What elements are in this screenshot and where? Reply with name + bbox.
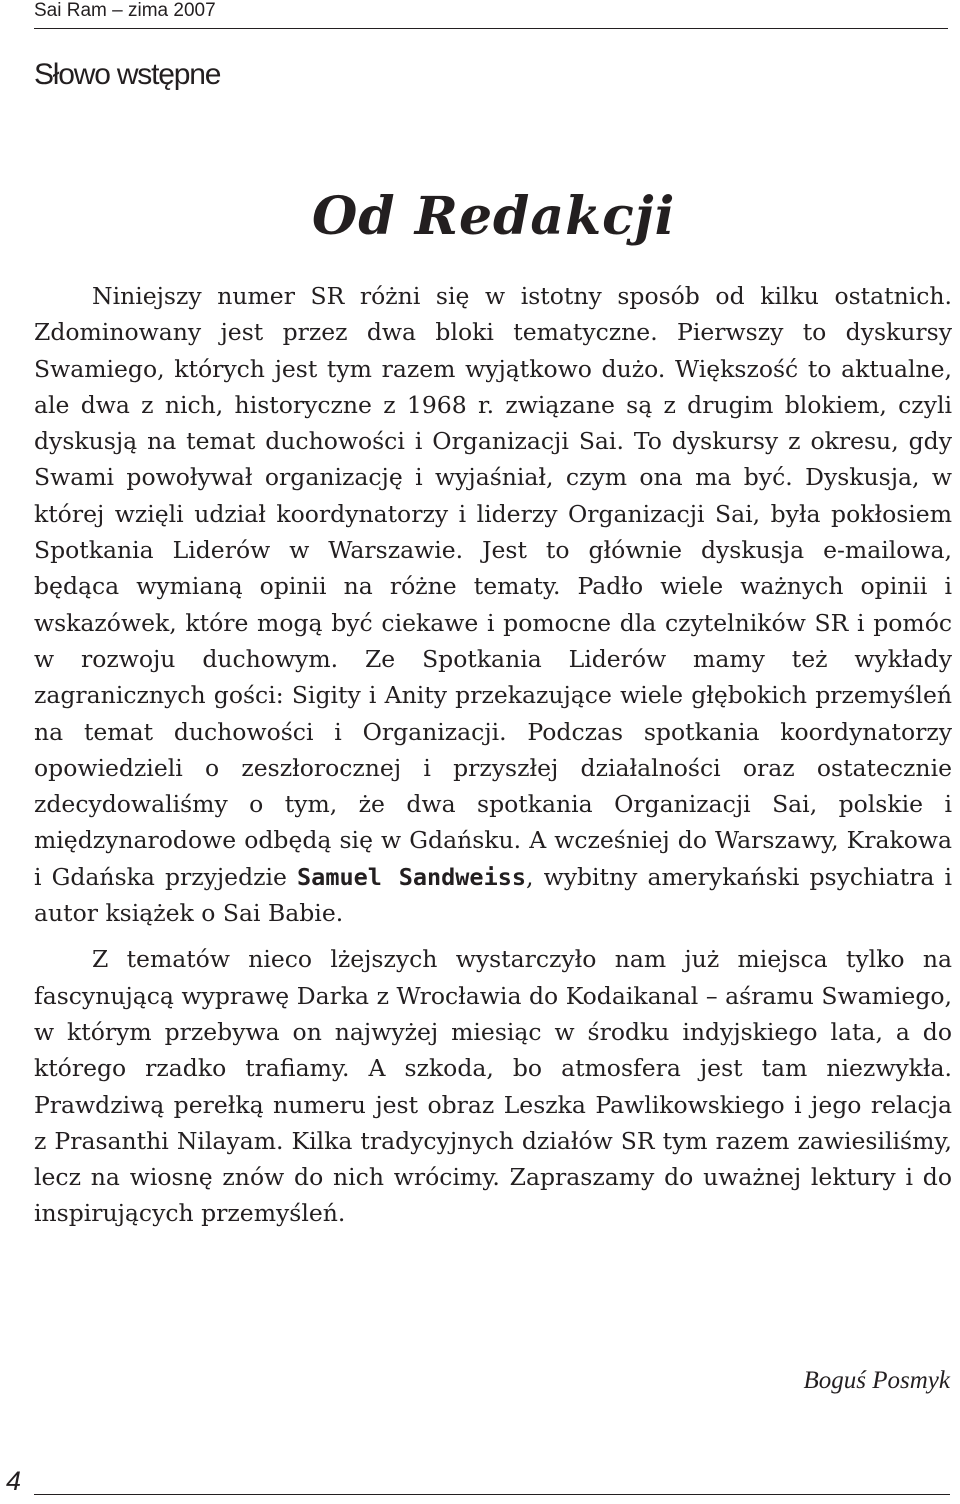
footer-rule — [34, 1494, 950, 1495]
paragraph-1-text: Niniejszy numer SR różni się w istotny sposób od kilku ostatnich. Zdominowany jest przez dwa bloki tematyczne. Pierwszy to dyskursy Swamiego, których jest tym razem wyjątkowo dużo. Większość to aktualne, ale dwa z nich, historyczne z 1968 r. związane są z drugim blokiem, czyli dyskusją na temat duchowości i Organizacji Sai. To dyskursy z okresu, gdy Swami powoływał organizację i wyjaśniał, czym ona ma być. Dyskusja, w której wzięli udział koordynatorzy i liderzy Organizacji Sai, była pokłosiem Spotkania Liderów w Warszawie. Jest to głównie dyskusja e-mailowa, będąca wymianą opinii na różne tematy. Padło wiele ważnych opinii i wskazówek, które mogą być ciekawe i pomocne dla czytelników SR i pomóc w rozwoju duchowym. Ze Spotkania Liderów mamy też wykłady zagranicznych gości: Sigity i Anity przekazujące wiele głębokich przemyśleń na temat duchowości i Organizacji. Podczas spotkania koordynatorzy opowiedzieli o zeszłorocznej i przyszłej działalności oraz ostatecznie zdecydowaliśmy o tym, że dwa spotkania Organizacji Sai, polskie i międzynarodowe odbędą się w Gdańsku. A wcześniej do Warszawy, Krakowa i Gdańska przyjedzie — [34, 282, 952, 891]
paragraph-1-tail: , wybitny amerykański psychiatra i autor książek o Sai Babie. — [34, 862, 952, 928]
article-body — [34, 278, 952, 1232]
section-title: Słowo wstępne — [34, 58, 221, 91]
running-header: Sai Ram – zima 2007 — [34, 0, 216, 21]
signature: Boguś Posmyk — [803, 1367, 950, 1394]
header-rule — [34, 28, 948, 29]
paragraph-1 — [34, 278, 952, 931]
author-name: Samuel Sandweiss — [297, 862, 527, 891]
paragraph-2: Z tematów nieco lżejszych wystarczyło nam już miejsca tylko na fascynującą wyprawę Darka z Wrocławia do Kodaikanal – aśramu Swamiego, w którym przebywa on najwyżej miesiąc w środku indyjskiego lata, a do którego rzadko trafiamy. A szkoda, bo atmosfera jest tam niezwykła. Prawdziwą perełką numeru jest obraz Leszka Pawlikowskiego i jego relacja z Prasanthi Nilayam. Kilka tradycyjnych działów SR tym razem zawiesiliśmy, lecz na wiosnę znów do nich wrócimy. Zapraszamy do uważnej lektury i do inspirujących przemyśleń. — [34, 945, 952, 1228]
article-title: Od Redakcji — [312, 186, 676, 247]
page-number: 4 — [6, 1466, 22, 1496]
